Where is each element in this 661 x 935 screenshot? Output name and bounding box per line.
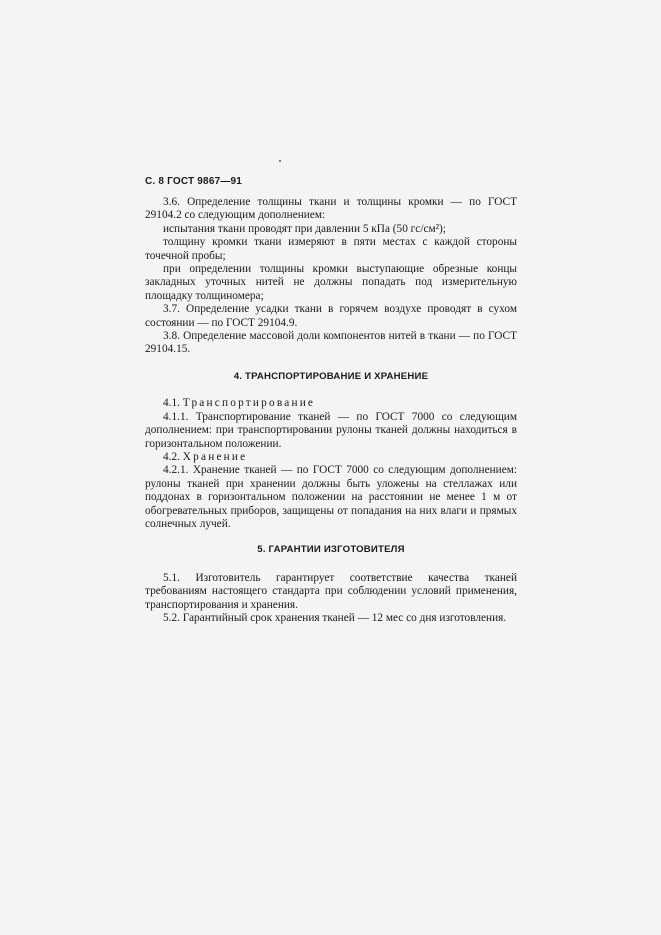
subsection-4-1-title: Транспортирование (182, 397, 316, 410)
paragraph-3-6-edge: толщину кромки ткани измеряют в пяти местах с каждой стороны точечной пробы; (145, 236, 517, 262)
paragraph-4-1-1: 4.1.1. Транспортирование тканей — по ГОСТ 7000 со следующим дополнением: при транспортировании рулоны тканей должны находиться в горизонтальном положении. (145, 410, 517, 450)
subsection-4-2 (145, 451, 517, 464)
section-5-title: 5. ГАРАНТИИ ИЗГОТОВИТЕЛЯ (257, 544, 405, 556)
paragraph-3-6-threads: при определении толщины кромки выступающие обрезные концы закладных уточных нитей не должны попадать под измерительную площадку толщиномера; (145, 263, 517, 302)
paragraph-4-2-1: 4.2.1. Хранение тканей — по ГОСТ 7000 со следующим дополнением: рулоны тканей при хранении должны быть уложены на стеллажах или поддонах в горизонтальном положении на расстоянии не менее 1 м от обогревательных приборов, защищены от попадания на них влаги и прямых солнечных лучей. (145, 464, 517, 530)
subsection-4-1-number: 4.1. (163, 397, 180, 410)
scan-speck (279, 160, 281, 162)
subsection-4-1 (145, 397, 517, 410)
paragraph-3-6: 3.6. Определение толщины ткани и толщины кромки — по ГОСТ 29104.2 со следующим дополнением: (145, 196, 517, 222)
page-content (145, 196, 517, 625)
paragraph-3-8: 3.8. Определение массовой доли компонентов нитей в ткани — по ГОСТ 29104.15. (145, 330, 517, 356)
page-header: С. 8 ГОСТ 9867—91 (145, 176, 243, 187)
subsection-4-2-title: Хранение (182, 450, 248, 463)
paragraph-5-1: 5.1. Изготовитель гарантирует соответствие качества тканей требованиям настоящего стандарта при соблюдении условий применения, транспортирования и хранения. (145, 571, 517, 611)
section-4-title: 4. ТРАНСПОРТИРОВАНИЕ И ХРАНЕНИЕ (233, 370, 429, 382)
paragraph-3-7: 3.7. Определение усадки ткани в горячем воздухе проводят в сухом состоянии — по ГОСТ 29104.9. (145, 303, 517, 329)
paragraph-3-6-pressure: испытания ткани проводят при давлении 5 кПа (50 гс/см²); (163, 222, 446, 235)
paragraph-5-2: 5.2. Гарантийный срок хранения тканей — 12 мес со дня изготовления. (163, 611, 507, 624)
subsection-4-2-number: 4.2. (163, 450, 180, 463)
